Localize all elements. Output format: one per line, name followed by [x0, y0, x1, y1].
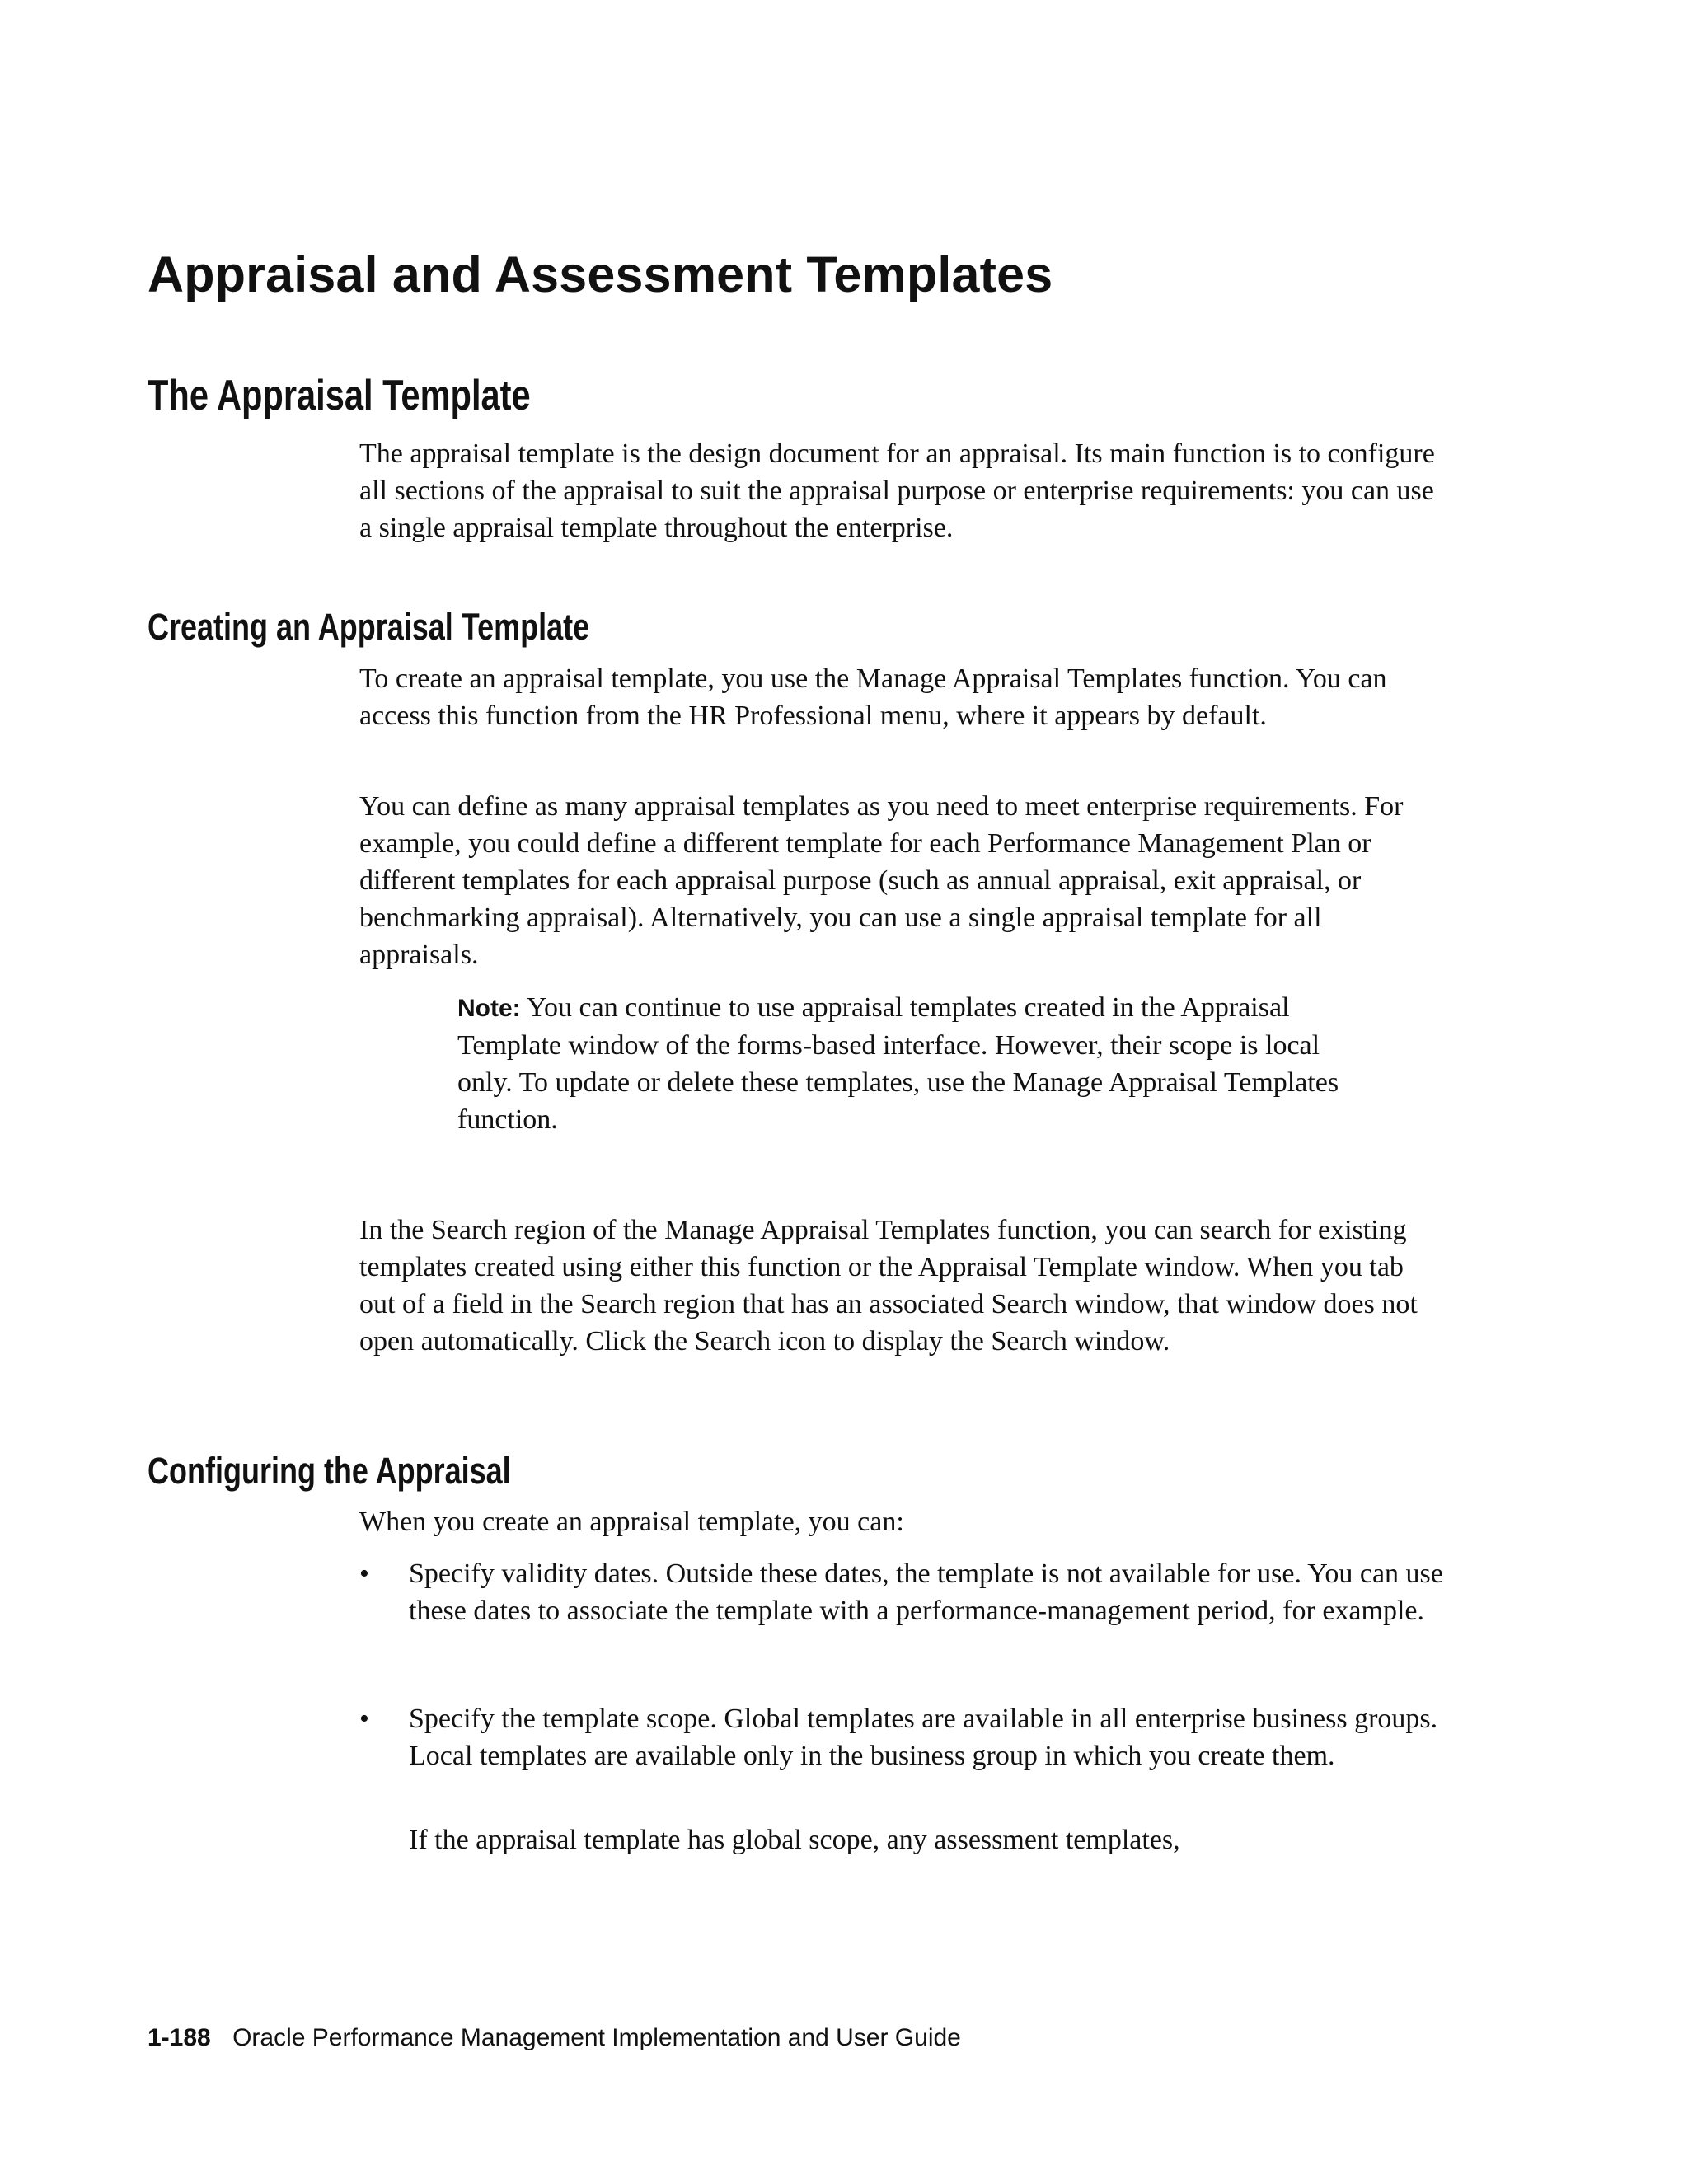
paragraph-configuring-intro: When you create an appraisal template, you can: [359, 1507, 904, 1537]
section-heading-creating: Creating an Appraisal Template [148, 606, 590, 648]
paragraph-creating-3: In the Search region of the Manage Appraisal Templates function, you can search for existing templates created using either this function or the Appraisal Template window. When you tab out of a field in the Search region that has an associated Search window, that window does not open automatically. Click the Search icon to display the Search window. [359, 1215, 1418, 1357]
page-footer [148, 2023, 961, 2053]
page-title: Appraisal and Assessment Templates [148, 246, 1053, 302]
paragraph-appraisal-template: The appraisal template is the design document for an appraisal. Its main function is to configure all sections of the appraisal to suit the appraisal purpose or enterprise requirements: you can use a single appraisal template throughout the enterprise. [359, 438, 1435, 543]
note-block [457, 989, 1348, 1138]
bullet-continuation: If the appraisal template has global scope, any assessment templates, [409, 1825, 1180, 1855]
section-heading-configuring: Configuring the Appraisal [148, 1450, 511, 1492]
bullet-text: Specify validity dates. Outside these dates, the template is not available for use. You can use these dates to associate the template with a performance-management period, for example. [409, 1558, 1443, 1626]
page-number: 1-188 [148, 2024, 211, 2051]
bullet-icon: • [359, 1704, 369, 1734]
book-title: Oracle Performance Management Implementation and User Guide [232, 2024, 961, 2051]
note-text: You can continue to use appraisal templates created in the Appraisal Template window of the forms-based interface. However, their scope is local only. To update or delete these templates, use the Manage Appraisal Templates function. [457, 992, 1339, 1135]
section-heading-appraisal-template: The Appraisal Template [148, 372, 531, 419]
note-label: Note: [457, 995, 521, 1022]
bullet-icon: • [359, 1558, 369, 1589]
paragraph-creating-2: You can define as many appraisal templates as you need to meet enterprise requirements. For example, you could define a different template for each Performance Management Plan or different templates for each appraisal purpose (such as annual appraisal, exit appraisal, or benchmarking appraisal). Alternatively, you can use a single appraisal template for all appraisals. [359, 791, 1404, 970]
paragraph-creating-1: To create an appraisal template, you use the Manage Appraisal Templates function. You can access this function from the HR Professional menu, where it appears by default. [359, 663, 1387, 731]
bullet-text: Specify the template scope. Global templates are available in all enterprise business groups. Local templates are available only in the business group in which you create them. [409, 1704, 1438, 1771]
